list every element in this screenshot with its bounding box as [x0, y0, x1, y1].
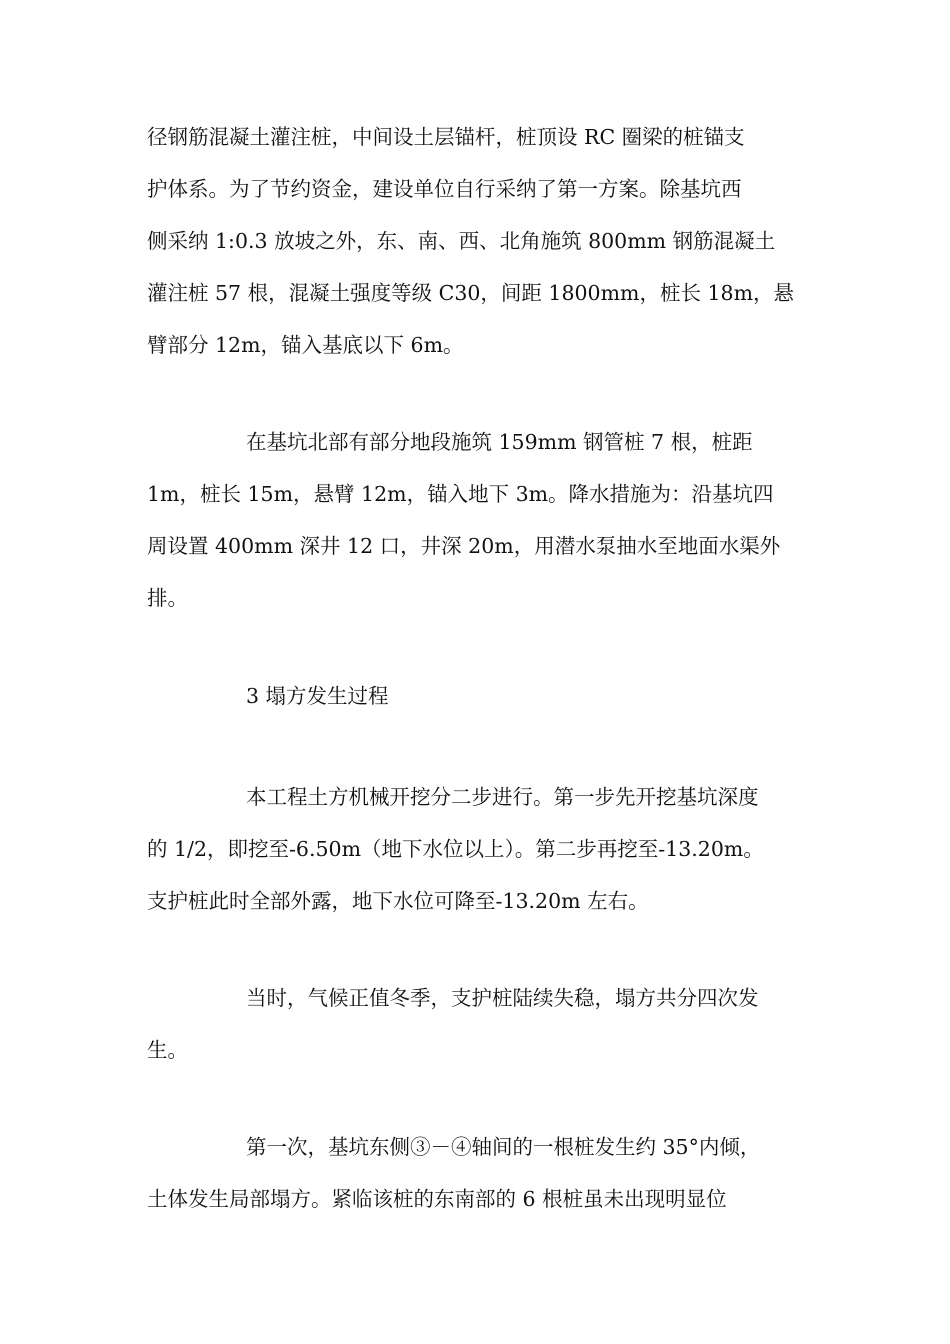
- paragraph-excavation: [147, 771, 827, 927]
- text-line: 臂部分 12m，锚入基底以下 6m。: [147, 333, 464, 357]
- text-line: 排。: [147, 586, 188, 610]
- heading-text: 3 塌方发生过程: [246, 684, 389, 708]
- text-line: 在基坑北部有部分地段施筑 159mm 钢管桩 7 根，桩距: [246, 430, 753, 454]
- section-heading: [147, 670, 827, 722]
- text-line: 护体系。为了节约资金，建设单位自行采纳了第一方案。除基坑西: [147, 177, 742, 201]
- text-line: 支护桩此时全部外露，地下水位可降至-13.20m 左右。: [147, 889, 649, 913]
- paragraph-steel-pipe-piles: [147, 416, 827, 624]
- text-line: 本工程土方机械开挖分二步进行。第一步先开挖基坑深度: [246, 785, 759, 809]
- text-line: 侧采纳 1:0.3 放坡之外，东、南、西、北角施筑 800mm 钢筋混凝土: [147, 229, 776, 253]
- text-line: 1m，桩长 15m，悬臂 12m，锚入地下 3m。降水措施为：沿基坑四: [147, 482, 774, 506]
- paragraph-winter-collapse: [147, 972, 827, 1076]
- text-line: 生。: [147, 1038, 188, 1062]
- text-line: 土体发生局部塌方。紧临该桩的东南部的 6 根桩虽未出现明显位: [147, 1187, 727, 1211]
- text-line: 径钢筋混凝土灌注桩，中间设土层锚杆，桩顶设 RC 圈梁的桩锚支: [147, 125, 745, 149]
- text-line: 的 1/2，即挖至-6.50m（地下水位以上）。第二步再挖至-13.20m。: [147, 837, 764, 861]
- text-line: 周设置 400mm 深井 12 口，井深 20m，用潜水泵抽水至地面水渠外: [147, 534, 781, 558]
- paragraph-first-collapse: [147, 1121, 827, 1225]
- text-line: 第一次，基坑东侧③－④轴间的一根桩发生约 35°内倾，: [246, 1135, 761, 1159]
- text-line: 当时，气候正值冬季，支护桩陆续失稳，塌方共分四次发: [246, 986, 759, 1010]
- text-line: 灌注桩 57 根，混凝土强度等级 C30，间距 1800mm，桩长 18m，悬: [147, 281, 795, 305]
- paragraph-support-system: [147, 111, 827, 371]
